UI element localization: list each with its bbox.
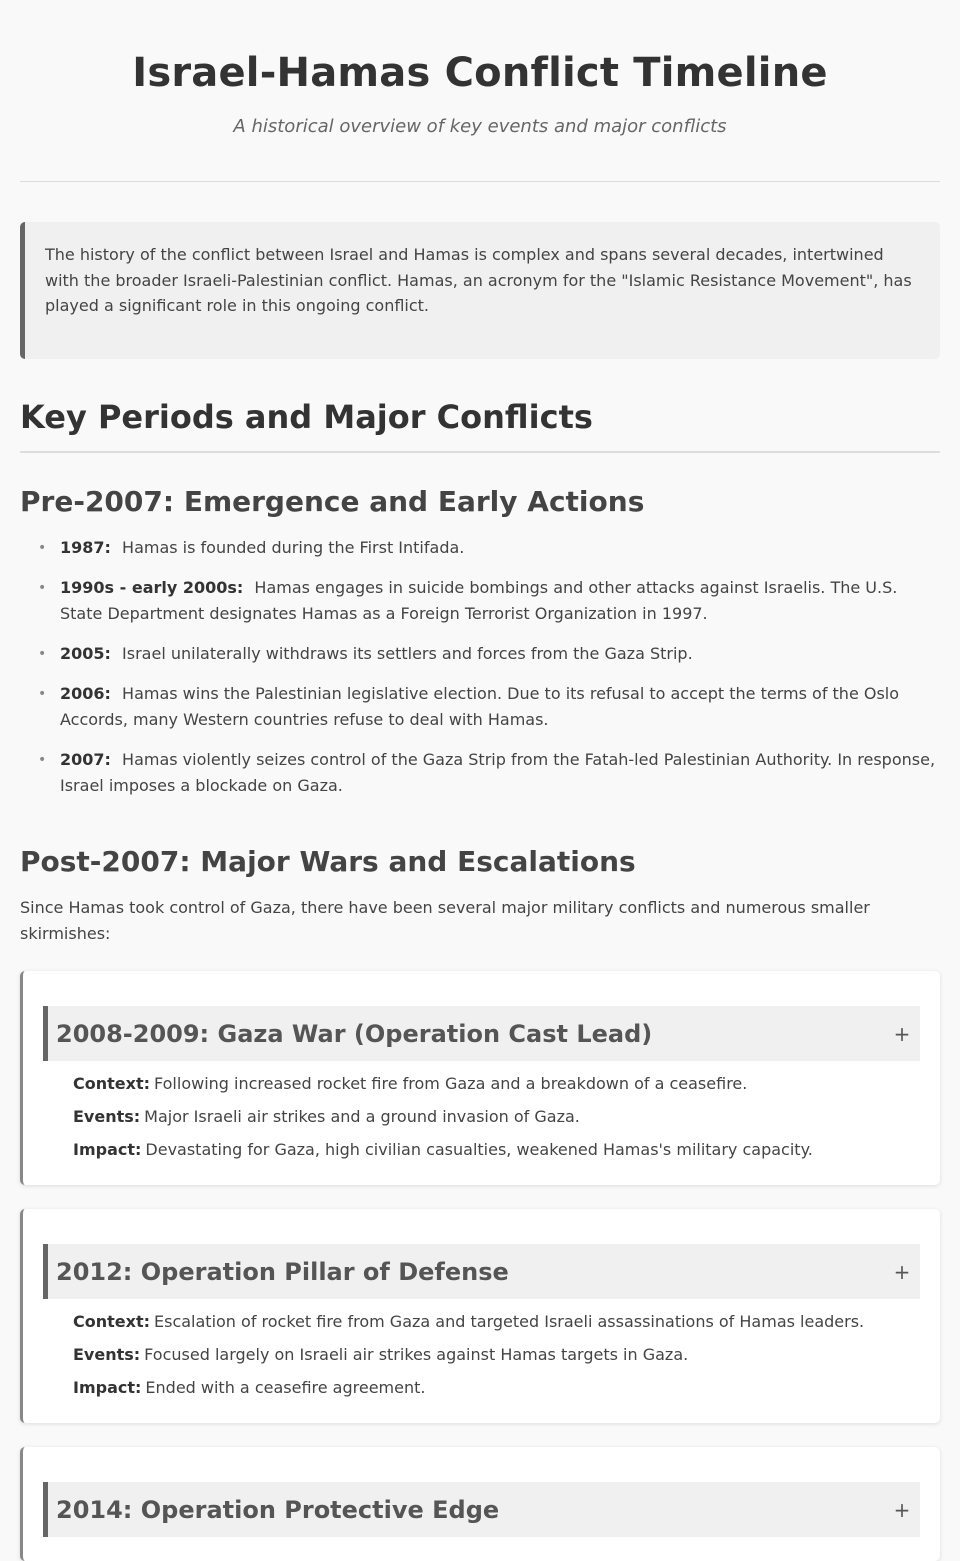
conflict-events — [73, 1106, 920, 1128]
event-year: 1990s - early 2000s: — [60, 578, 244, 597]
events-label: Events: — [73, 1345, 141, 1364]
context-label: Context: — [73, 1312, 150, 1331]
conflict-context — [73, 1311, 920, 1333]
page-title: Israel-Hamas Conflict Timeline — [132, 50, 828, 96]
event-text: Hamas engages in suicide bombings and other attacks against Israelis. The U.S. State Department designates Hamas as a Foreign Terrorist Organization in 1997. — [60, 578, 898, 623]
conflict-card-body — [43, 1299, 920, 1399]
conflict-card-header[interactable] — [43, 1482, 920, 1537]
bullet-icon: • — [38, 540, 47, 556]
bullet-icon: • — [38, 646, 47, 662]
event-year: 2006: — [60, 684, 111, 703]
list-item — [20, 535, 940, 561]
list-item — [20, 681, 940, 733]
conflict-context — [73, 1073, 920, 1095]
page-header — [20, 0, 940, 182]
event-text: Hamas is founded during the First Intifada. — [122, 538, 465, 557]
conflict-card-title: 2008-2009: Gaza War (Operation Cast Lead) — [56, 1019, 653, 1048]
post-2007-intro: Since Hamas took control of Gaza, there have been several major military conflicts and numerous smaller skirmishes: — [20, 898, 870, 943]
conflict-impact — [73, 1377, 920, 1399]
conflict-events — [73, 1344, 920, 1366]
impact-text: Devastating for Gaza, high civilian casualties, weakened Hamas's military capacity. — [145, 1140, 813, 1159]
event-year: 1987: — [60, 538, 111, 557]
list-item — [20, 575, 940, 627]
conflict-card-title: 2014: Operation Protective Edge — [56, 1495, 500, 1524]
period-title-post-2007: Post-2007: Major Wars and Escalations — [20, 845, 636, 878]
events-text: Major Israeli air strikes and a ground invasion of Gaza. — [144, 1107, 580, 1126]
conflict-card-header[interactable] — [43, 1244, 920, 1299]
list-item — [20, 747, 940, 799]
section-title: Key Periods and Major Conflicts — [20, 399, 940, 453]
conflict-card-2008 — [20, 971, 940, 1185]
event-text: Hamas wins the Palestinian legislative election. Due to its refusal to accept the terms of the Oslo Accords, many Western countries refuse to deal with Hamas. — [60, 684, 900, 729]
event-year: 2007: — [60, 750, 111, 769]
event-text: Israel unilaterally withdraws its settlers and forces from the Gaza Strip. — [122, 644, 693, 663]
bullet-icon: • — [38, 686, 47, 702]
conflict-cards — [20, 971, 940, 1561]
conflict-card-2012 — [20, 1209, 940, 1423]
event-year: 2005: — [60, 644, 111, 663]
impact-label: Impact: — [73, 1378, 142, 1397]
expand-plus-icon[interactable]: + — [893, 1021, 911, 1046]
context-label: Context: — [73, 1074, 150, 1093]
conflict-impact — [73, 1139, 920, 1161]
pre-2007-event-list — [20, 535, 940, 799]
period-title-pre-2007: Pre-2007: Emergence and Early Actions — [20, 485, 645, 518]
expand-plus-icon[interactable]: + — [893, 1259, 911, 1284]
context-text: Following increased rocket fire from Gaza and a breakdown of a ceasefire. — [154, 1074, 748, 1093]
page-subtitle: A historical overview of key events and major conflicts — [233, 116, 727, 137]
conflict-card-title: 2012: Operation Pillar of Defense — [56, 1257, 509, 1286]
events-label: Events: — [73, 1107, 141, 1126]
bullet-icon: • — [38, 752, 47, 768]
list-item — [20, 641, 940, 667]
expand-plus-icon[interactable]: + — [893, 1497, 911, 1522]
intro-box: The history of the conflict between Israel and Hamas is complex and spans several decades, intertwined with the broader Israeli-Palestinian conflict. Hamas, an acronym for the "Islamic Resistance Movement", has played a significant role in this ongoing conflict. — [20, 222, 940, 359]
conflict-card-2014 — [20, 1447, 940, 1561]
conflict-card-header[interactable] — [43, 1006, 920, 1061]
conflict-card-body — [43, 1061, 920, 1161]
impact-label: Impact: — [73, 1140, 142, 1159]
events-text: Focused largely on Israeli air strikes against Hamas targets in Gaza. — [144, 1345, 689, 1364]
context-text: Escalation of rocket fire from Gaza and targeted Israeli assassinations of Hamas leaders. — [154, 1312, 865, 1331]
impact-text: Ended with a ceasefire agreement. — [145, 1378, 426, 1397]
event-text: Hamas violently seizes control of the Gaza Strip from the Fatah-led Palestinian Authority. In response, Israel imposes a blockade on Gaza. — [60, 750, 936, 795]
bullet-icon: • — [38, 580, 47, 596]
